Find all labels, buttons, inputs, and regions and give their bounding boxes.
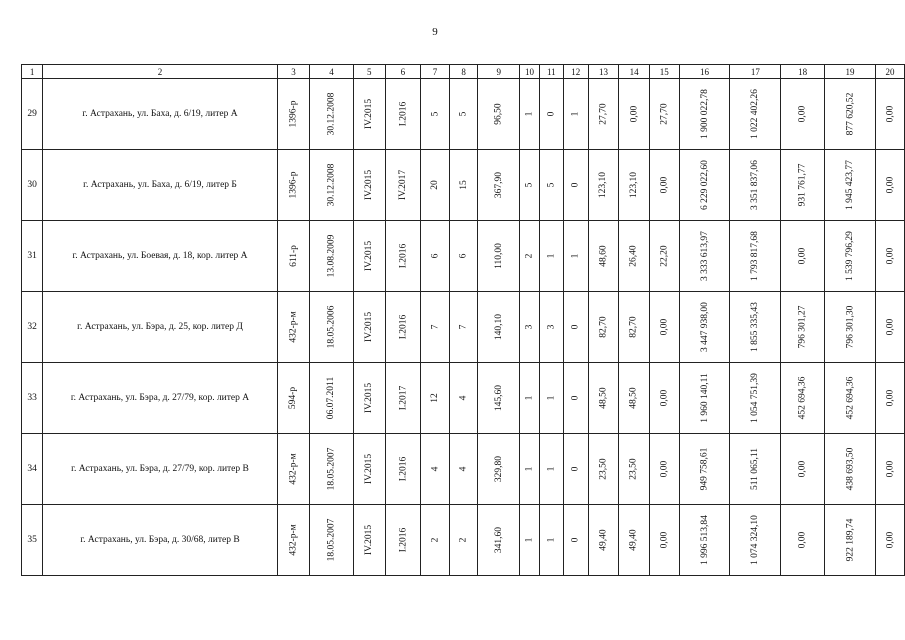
cell-apartments-municipal-text: 1 xyxy=(570,253,581,259)
cell-cost-col-20-text: 0,00 xyxy=(884,176,895,194)
cell-apartments-municipal-text: 0 xyxy=(570,182,581,188)
cell-residents-total-text: 7 xyxy=(429,324,440,330)
cell-area-col-13 xyxy=(588,221,619,292)
cell-area-total xyxy=(478,363,520,434)
cell-residents-relocated-text: 15 xyxy=(458,180,469,190)
cell-area-col-15 xyxy=(650,79,679,150)
cell-cost-col-20 xyxy=(875,79,904,150)
column-number-header: 8 xyxy=(449,65,478,79)
cell-order-number xyxy=(277,292,309,363)
cell-apartments-private xyxy=(539,292,563,363)
page-number: 9 xyxy=(432,26,438,38)
cell-apartments-total xyxy=(520,221,540,292)
cell-area-col-13-text: 27,70 xyxy=(598,103,609,125)
cell-cost-col-17 xyxy=(730,505,781,576)
cell-cost-col-17 xyxy=(730,79,781,150)
cell-apartments-private-text: 1 xyxy=(546,537,557,543)
cell-apartments-municipal xyxy=(563,292,588,363)
cell-area-col-14-text: 48,50 xyxy=(629,387,640,409)
cell-cost-total xyxy=(679,363,730,434)
column-number-header: 13 xyxy=(588,65,619,79)
cell-residents-total-text: 4 xyxy=(429,466,440,472)
cell-order-date-text: 30.12.2008 xyxy=(326,163,337,207)
cell-apartments-municipal xyxy=(563,150,588,221)
cell-residents-total xyxy=(421,505,450,576)
cell-cost-col-17-text: 1 855 335,43 xyxy=(750,302,761,352)
cell-settle-start-text: IV.2015 xyxy=(364,453,375,485)
cell-cost-col-17 xyxy=(730,363,781,434)
cell-cost-col-18 xyxy=(781,150,825,221)
cell-order-date-text: 18.05.2007 xyxy=(326,518,337,562)
cell-apartments-municipal-text: 0 xyxy=(570,395,581,401)
cell-area-total-text: 96,50 xyxy=(493,103,504,125)
cell-area-col-14-text: 23,50 xyxy=(629,458,640,480)
cell-cost-col-17-text: 1 074 324,10 xyxy=(750,515,761,565)
column-number-header: 10 xyxy=(520,65,540,79)
column-number-header: 17 xyxy=(730,65,781,79)
cell-cost-col-20 xyxy=(875,221,904,292)
cell-row-number: 34 xyxy=(22,434,43,505)
cell-cost-col-17 xyxy=(730,292,781,363)
cell-cost-col-19-text: 452 694,36 xyxy=(844,376,855,420)
cell-address: г. Астрахань, ул. Бэра, д. 30/68, литер В xyxy=(43,505,278,576)
cell-order-number xyxy=(277,434,309,505)
cell-cost-col-19-text: 1 945 423,77 xyxy=(844,160,855,210)
cell-cost-col-17-text: 3 351 837,06 xyxy=(750,160,761,210)
cell-area-total-text: 329,80 xyxy=(493,455,504,483)
cell-cost-col-20-text: 0,00 xyxy=(884,105,895,123)
cell-cost-total xyxy=(679,150,730,221)
cell-order-date-text: 13.08.2009 xyxy=(326,234,337,278)
cell-area-col-13 xyxy=(588,150,619,221)
cell-cost-col-19 xyxy=(825,363,876,434)
cell-apartments-municipal-text: 0 xyxy=(570,466,581,472)
cell-settle-end-text: I.2016 xyxy=(397,456,408,482)
cell-residents-relocated-text: 4 xyxy=(458,395,469,401)
cell-order-date-text: 30.12.2008 xyxy=(326,92,337,136)
cell-order-number-text: 432-р-м xyxy=(288,311,299,343)
column-numbers-row xyxy=(22,65,905,79)
cell-settle-start xyxy=(353,292,385,363)
cell-cost-col-19 xyxy=(825,150,876,221)
cell-settle-start-text: IV.2015 xyxy=(364,169,375,201)
cell-order-date xyxy=(310,505,354,576)
table-row xyxy=(22,79,905,150)
cell-area-col-15-text: 0,00 xyxy=(659,176,670,194)
cell-order-number-text: 594-р xyxy=(288,386,299,410)
cell-cost-total-text: 6 229 022,60 xyxy=(699,160,710,210)
cell-cost-total-text: 3 447 938,00 xyxy=(699,302,710,352)
cell-area-col-14-text: 0,00 xyxy=(629,105,640,123)
cell-cost-col-17-text: 1 022 402,26 xyxy=(750,89,761,139)
cell-residents-total-text: 5 xyxy=(429,111,440,117)
cell-cost-col-19-text: 796 301,30 xyxy=(844,305,855,349)
cell-area-col-13-text: 49,40 xyxy=(598,529,609,551)
cell-apartments-total-text: 1 xyxy=(524,537,535,543)
cell-cost-col-17 xyxy=(730,221,781,292)
cell-row-number: 33 xyxy=(22,363,43,434)
cell-order-date-text: 18.05.2007 xyxy=(326,447,337,491)
cell-settle-end xyxy=(385,292,420,363)
cell-settle-start-text: IV.2015 xyxy=(364,382,375,414)
cell-cost-total xyxy=(679,505,730,576)
cell-cost-col-19-text: 438 693,50 xyxy=(844,447,855,491)
cell-apartments-private xyxy=(539,434,563,505)
cell-cost-total-text: 1 996 513,84 xyxy=(699,515,710,565)
cell-cost-col-19 xyxy=(825,292,876,363)
cell-cost-col-20-text: 0,00 xyxy=(884,531,895,549)
cell-order-date xyxy=(310,221,354,292)
cell-area-total xyxy=(478,221,520,292)
column-number-header: 9 xyxy=(478,65,520,79)
cell-cost-col-20-text: 0,00 xyxy=(884,389,895,407)
cell-row-number: 30 xyxy=(22,150,43,221)
cell-apartments-municipal xyxy=(563,505,588,576)
cell-area-col-15-text: 0,00 xyxy=(659,318,670,336)
cell-settle-end-text: I.2016 xyxy=(397,314,408,340)
cell-apartments-total xyxy=(520,150,540,221)
cell-area-col-13-text: 48,60 xyxy=(598,245,609,267)
cell-apartments-total xyxy=(520,505,540,576)
cell-apartments-private-text: 5 xyxy=(546,182,557,188)
cell-residents-total xyxy=(421,150,450,221)
cell-residents-relocated-text: 6 xyxy=(458,253,469,259)
cell-cost-col-18-text: 452 694,36 xyxy=(797,376,808,420)
cell-cost-col-18 xyxy=(781,221,825,292)
cell-cost-col-19-text: 922 189,74 xyxy=(844,518,855,562)
cell-cost-total-text: 3 333 613,97 xyxy=(699,231,710,281)
cell-area-col-15 xyxy=(650,221,679,292)
cell-area-col-14-text: 123,10 xyxy=(629,171,640,199)
cell-apartments-municipal xyxy=(563,434,588,505)
cell-apartments-private xyxy=(539,363,563,434)
cell-cost-col-20 xyxy=(875,434,904,505)
cell-residents-relocated-text: 4 xyxy=(458,466,469,472)
cell-apartments-total-text: 2 xyxy=(524,253,535,259)
cell-residents-total xyxy=(421,363,450,434)
cell-residents-relocated xyxy=(449,434,478,505)
cell-order-date xyxy=(310,292,354,363)
cell-residents-relocated xyxy=(449,150,478,221)
cell-settle-start xyxy=(353,221,385,292)
cell-apartments-municipal xyxy=(563,363,588,434)
cell-settle-end-text: I.2017 xyxy=(397,385,408,411)
cell-residents-relocated xyxy=(449,363,478,434)
cell-apartments-total-text: 3 xyxy=(524,324,535,330)
cell-residents-relocated xyxy=(449,505,478,576)
column-number-header: 20 xyxy=(875,65,904,79)
cell-apartments-private xyxy=(539,505,563,576)
cell-address: г. Астрахань, ул. Бэра, д. 27/79, кор. литер В xyxy=(43,434,278,505)
cell-cost-col-18 xyxy=(781,363,825,434)
cell-area-col-15-text: 0,00 xyxy=(659,389,670,407)
cell-settle-start xyxy=(353,505,385,576)
cell-address: г. Астрахань, ул. Бэра, д. 27/79, кор. литер А xyxy=(43,363,278,434)
cell-area-col-14 xyxy=(619,221,650,292)
cell-settle-start-text: IV.2015 xyxy=(364,98,375,130)
cell-order-date xyxy=(310,79,354,150)
cell-area-total-text: 341,60 xyxy=(493,526,504,554)
cell-cost-col-18-text: 0,00 xyxy=(797,247,808,265)
cell-residents-total-text: 12 xyxy=(429,393,440,403)
cell-settle-start xyxy=(353,363,385,434)
cell-cost-col-18 xyxy=(781,292,825,363)
cell-apartments-private xyxy=(539,150,563,221)
cell-settle-start xyxy=(353,434,385,505)
cell-apartments-private-text: 1 xyxy=(546,466,557,472)
column-number-header: 11 xyxy=(539,65,563,79)
cell-cost-col-17-text: 1 793 817,68 xyxy=(750,231,761,281)
cell-area-col-15 xyxy=(650,505,679,576)
column-number-header: 6 xyxy=(385,65,420,79)
cell-settle-start xyxy=(353,79,385,150)
cell-settle-start-text: IV.2015 xyxy=(364,524,375,556)
cell-cost-col-18-text: 0,00 xyxy=(797,531,808,549)
cell-cost-col-20 xyxy=(875,363,904,434)
cell-area-total xyxy=(478,79,520,150)
cell-area-col-14 xyxy=(619,505,650,576)
housing-registry-table xyxy=(21,64,905,576)
cell-apartments-total xyxy=(520,434,540,505)
cell-cost-col-20-text: 0,00 xyxy=(884,247,895,265)
cell-cost-total-text: 949 758,61 xyxy=(699,447,710,491)
table-row xyxy=(22,221,905,292)
column-number-header: 19 xyxy=(825,65,876,79)
cell-settle-start xyxy=(353,150,385,221)
cell-cost-col-19-text: 877 620,52 xyxy=(844,92,855,136)
cell-area-col-13-text: 123,10 xyxy=(598,171,609,199)
column-number-header: 16 xyxy=(679,65,730,79)
table-row xyxy=(22,505,905,576)
column-number-header: 2 xyxy=(43,65,278,79)
cell-area-col-14-text: 82,70 xyxy=(629,316,640,338)
cell-area-total xyxy=(478,505,520,576)
cell-cost-total-text: 1 900 022,78 xyxy=(699,89,710,139)
column-number-header: 7 xyxy=(421,65,450,79)
cell-settle-start-text: IV.2015 xyxy=(364,240,375,272)
column-number-header: 5 xyxy=(353,65,385,79)
cell-cost-col-17-text: 1 054 751,39 xyxy=(750,373,761,423)
cell-apartments-municipal-text: 0 xyxy=(570,537,581,543)
cell-settle-end xyxy=(385,434,420,505)
cell-cost-col-17-text: 511 065,11 xyxy=(750,447,761,491)
cell-area-col-14-text: 49,40 xyxy=(629,529,640,551)
cell-apartments-private xyxy=(539,221,563,292)
cell-residents-total xyxy=(421,221,450,292)
cell-settle-end-text: I.2016 xyxy=(397,527,408,553)
cell-order-date xyxy=(310,434,354,505)
cell-apartments-private-text: 0 xyxy=(546,111,557,117)
cell-cost-col-18-text: 931 761,77 xyxy=(797,163,808,207)
cell-apartments-private-text: 3 xyxy=(546,324,557,330)
cell-cost-total xyxy=(679,79,730,150)
cell-area-total-text: 145,60 xyxy=(493,384,504,412)
cell-residents-relocated-text: 2 xyxy=(458,537,469,543)
cell-cost-col-19 xyxy=(825,79,876,150)
cell-settle-end xyxy=(385,363,420,434)
cell-order-number-text: 1396-р xyxy=(288,100,299,128)
cell-apartments-total-text: 1 xyxy=(524,111,535,117)
cell-area-total xyxy=(478,434,520,505)
cell-area-col-15-text: 22,20 xyxy=(659,245,670,267)
cell-cost-col-18-text: 0,00 xyxy=(797,460,808,478)
cell-area-col-15-text: 0,00 xyxy=(659,531,670,549)
cell-address: г. Астрахань, ул. Баха, д. 6/19, литер А xyxy=(43,79,278,150)
cell-residents-total xyxy=(421,79,450,150)
cell-settle-end xyxy=(385,150,420,221)
table-row xyxy=(22,434,905,505)
cell-area-col-14 xyxy=(619,292,650,363)
cell-residents-total xyxy=(421,434,450,505)
cell-apartments-private-text: 1 xyxy=(546,253,557,259)
cell-cost-total-text: 1 960 140,11 xyxy=(699,373,710,423)
cell-area-col-15-text: 0,00 xyxy=(659,460,670,478)
cell-residents-relocated-text: 7 xyxy=(458,324,469,330)
cell-cost-col-20-text: 0,00 xyxy=(884,318,895,336)
cell-order-number xyxy=(277,150,309,221)
cell-area-col-14-text: 26,40 xyxy=(629,245,640,267)
column-number-header: 3 xyxy=(277,65,309,79)
cell-area-col-13-text: 82,70 xyxy=(598,316,609,338)
cell-residents-total-text: 6 xyxy=(429,253,440,259)
column-number-header: 1 xyxy=(22,65,43,79)
cell-cost-col-20-text: 0,00 xyxy=(884,460,895,478)
cell-row-number: 35 xyxy=(22,505,43,576)
column-number-header: 14 xyxy=(619,65,650,79)
cell-cost-col-18 xyxy=(781,79,825,150)
cell-cost-col-18-text: 0,00 xyxy=(797,105,808,123)
cell-order-number-text: 611-р xyxy=(288,245,299,267)
cell-residents-total-text: 2 xyxy=(429,537,440,543)
cell-area-col-14 xyxy=(619,434,650,505)
cell-residents-relocated xyxy=(449,221,478,292)
cell-apartments-municipal-text: 0 xyxy=(570,324,581,330)
column-number-header: 12 xyxy=(563,65,588,79)
cell-cost-total xyxy=(679,221,730,292)
cell-cost-col-19 xyxy=(825,434,876,505)
cell-address: г. Астрахань, ул. Боевая, д. 18, кор. литер А xyxy=(43,221,278,292)
cell-settle-end xyxy=(385,505,420,576)
cell-cost-total xyxy=(679,292,730,363)
cell-area-total xyxy=(478,292,520,363)
cell-cost-col-18-text: 796 301,27 xyxy=(797,305,808,349)
cell-apartments-total-text: 1 xyxy=(524,466,535,472)
cell-order-number xyxy=(277,363,309,434)
cell-residents-relocated-text: 5 xyxy=(458,111,469,117)
cell-cost-col-17 xyxy=(730,150,781,221)
cell-settle-start-text: IV.2015 xyxy=(364,311,375,343)
cell-apartments-total xyxy=(520,363,540,434)
cell-settle-end-text: I.2016 xyxy=(397,101,408,127)
cell-cost-col-19-text: 1 539 796,29 xyxy=(844,231,855,281)
cell-area-col-13 xyxy=(588,292,619,363)
column-number-header: 4 xyxy=(310,65,354,79)
cell-cost-col-20 xyxy=(875,505,904,576)
column-number-header: 18 xyxy=(781,65,825,79)
cell-area-col-13 xyxy=(588,363,619,434)
cell-settle-end xyxy=(385,79,420,150)
cell-order-number xyxy=(277,505,309,576)
cell-apartments-private-text: 1 xyxy=(546,395,557,401)
cell-area-col-13-text: 23,50 xyxy=(598,458,609,480)
cell-cost-col-19 xyxy=(825,505,876,576)
cell-area-total-text: 367,90 xyxy=(493,171,504,199)
cell-area-col-15 xyxy=(650,363,679,434)
cell-area-col-13-text: 48,50 xyxy=(598,387,609,409)
cell-settle-end xyxy=(385,221,420,292)
cell-order-date xyxy=(310,363,354,434)
cell-apartments-municipal xyxy=(563,221,588,292)
cell-address: г. Астрахань, ул. Баха, д. 6/19, литер Б xyxy=(43,150,278,221)
cell-area-total xyxy=(478,150,520,221)
cell-row-number: 32 xyxy=(22,292,43,363)
cell-apartments-municipal-text: 1 xyxy=(570,111,581,117)
cell-cost-total xyxy=(679,434,730,505)
cell-order-number-text: 432-р-м xyxy=(288,453,299,485)
cell-area-col-13 xyxy=(588,434,619,505)
cell-area-total-text: 110,00 xyxy=(493,243,504,269)
cell-area-col-15 xyxy=(650,434,679,505)
cell-residents-total-text: 20 xyxy=(429,180,440,190)
cell-order-number xyxy=(277,221,309,292)
cell-cost-col-20 xyxy=(875,150,904,221)
table-row xyxy=(22,363,905,434)
cell-area-col-14 xyxy=(619,150,650,221)
cell-apartments-private xyxy=(539,79,563,150)
cell-cost-col-17 xyxy=(730,434,781,505)
cell-cost-col-18 xyxy=(781,434,825,505)
table-row xyxy=(22,292,905,363)
cell-area-total-text: 140,10 xyxy=(493,313,504,341)
cell-area-col-15-text: 27,70 xyxy=(659,103,670,125)
cell-residents-total xyxy=(421,292,450,363)
cell-order-number-text: 432-р-м xyxy=(288,524,299,556)
cell-apartments-total-text: 1 xyxy=(524,395,535,401)
cell-apartments-total xyxy=(520,79,540,150)
cell-order-date xyxy=(310,150,354,221)
cell-row-number: 31 xyxy=(22,221,43,292)
cell-cost-col-20 xyxy=(875,292,904,363)
cell-settle-end-text: I.2016 xyxy=(397,243,408,269)
cell-area-col-13 xyxy=(588,505,619,576)
cell-address: г. Астрахань, ул. Бэра, д. 25, кор. литер Д xyxy=(43,292,278,363)
cell-apartments-total xyxy=(520,292,540,363)
cell-cost-col-18 xyxy=(781,505,825,576)
cell-order-date-text: 18.05.2006 xyxy=(326,305,337,349)
cell-residents-relocated xyxy=(449,292,478,363)
cell-area-col-15 xyxy=(650,150,679,221)
cell-order-date-text: 06.07.2011 xyxy=(326,376,337,420)
cell-order-number xyxy=(277,79,309,150)
cell-area-col-15 xyxy=(650,292,679,363)
table-row xyxy=(22,150,905,221)
cell-apartments-total-text: 5 xyxy=(524,182,535,188)
cell-area-col-13 xyxy=(588,79,619,150)
cell-apartments-municipal xyxy=(563,79,588,150)
cell-row-number: 29 xyxy=(22,79,43,150)
cell-residents-relocated xyxy=(449,79,478,150)
column-number-header: 15 xyxy=(650,65,679,79)
cell-area-col-14 xyxy=(619,79,650,150)
cell-cost-col-19 xyxy=(825,221,876,292)
cell-area-col-14 xyxy=(619,363,650,434)
cell-order-number-text: 1396-р xyxy=(288,171,299,199)
cell-settle-end-text: IV.2017 xyxy=(397,169,408,201)
